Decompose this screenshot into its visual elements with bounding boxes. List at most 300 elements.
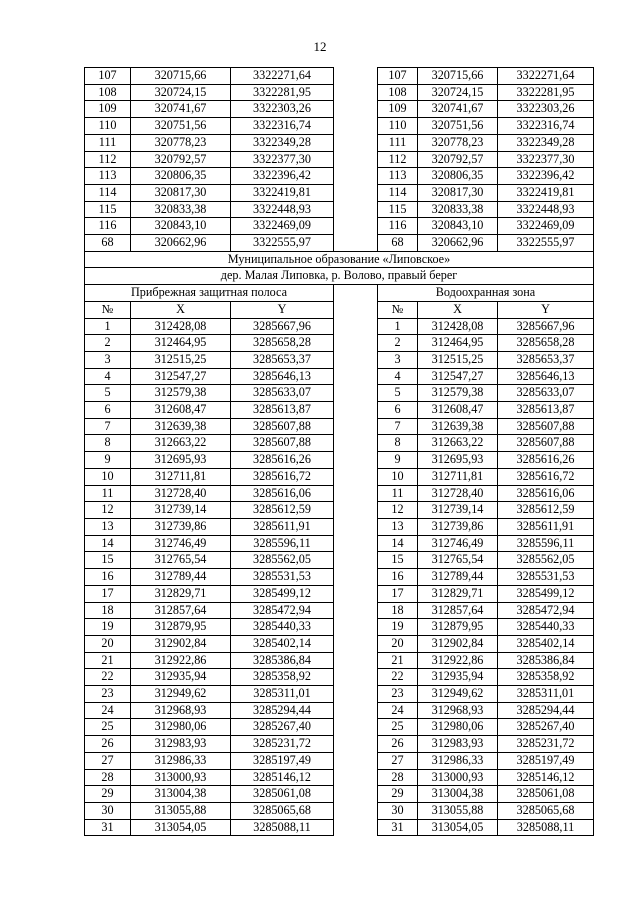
- y-right: 3285358,92: [498, 669, 594, 686]
- x-left: 312608,47: [131, 402, 231, 419]
- y-right: 3285613,87: [498, 402, 594, 419]
- x-right: 312980,06: [418, 719, 498, 736]
- y-right: 3322448,93: [498, 201, 594, 218]
- y-right: 3322469,09: [498, 218, 594, 235]
- y-right: 3285607,88: [498, 435, 594, 452]
- x-left: 312663,22: [131, 435, 231, 452]
- y-left: 3285616,72: [231, 468, 334, 485]
- column-gap: [334, 702, 378, 719]
- y-left: 3322377,30: [231, 151, 334, 168]
- x-left: 320833,38: [131, 201, 231, 218]
- column-gap: [334, 786, 378, 803]
- table-row: [85, 802, 594, 819]
- column-gap: [334, 218, 378, 235]
- table-row: [85, 669, 594, 686]
- y-right: 3285616,26: [498, 452, 594, 469]
- point-number-right: 15: [378, 552, 418, 569]
- x-right: 312547,27: [418, 368, 498, 385]
- y-left: 3322448,93: [231, 201, 334, 218]
- table-row: [85, 385, 594, 402]
- column-gap: [334, 769, 378, 786]
- point-number-right: 19: [378, 619, 418, 636]
- y-left: 3285611,91: [231, 518, 334, 535]
- x-right: 312983,93: [418, 736, 498, 753]
- table-row: [85, 452, 594, 469]
- y-right: 3285402,14: [498, 635, 594, 652]
- y-right: 3322377,30: [498, 151, 594, 168]
- point-number-right: 68: [378, 235, 418, 252]
- y-right: 3322316,74: [498, 118, 594, 135]
- point-number-right: 109: [378, 101, 418, 118]
- x-left: 313055,88: [131, 802, 231, 819]
- table-row: [85, 218, 594, 235]
- x-right: 312464,95: [418, 335, 498, 352]
- point-number-left: 27: [85, 752, 131, 769]
- point-number-left: 16: [85, 569, 131, 586]
- point-number-right: 12: [378, 502, 418, 519]
- column-gap: [334, 569, 378, 586]
- y-left: 3285231,72: [231, 736, 334, 753]
- point-number-left: 7: [85, 418, 131, 435]
- x-left: 320741,67: [131, 101, 231, 118]
- table-row: [85, 468, 594, 485]
- point-number-right: 1: [378, 318, 418, 335]
- y-left: 3322555,97: [231, 235, 334, 252]
- table-row: [85, 168, 594, 185]
- point-number-right: 110: [378, 118, 418, 135]
- y-right: 3285311,01: [498, 686, 594, 703]
- table-row: [85, 101, 594, 118]
- point-number-right: 5: [378, 385, 418, 402]
- table-row: [85, 736, 594, 753]
- x-left: 312739,86: [131, 518, 231, 535]
- y-left: 3285402,14: [231, 635, 334, 652]
- table-row: [85, 351, 594, 368]
- x-right: 312857,64: [418, 602, 498, 619]
- right-zone-title: Водоохранная зона: [378, 285, 594, 302]
- y-right: 3285611,91: [498, 518, 594, 535]
- y-right: 3322281,95: [498, 84, 594, 101]
- table-row: [85, 619, 594, 636]
- table-row: [85, 719, 594, 736]
- x-right: 320724,15: [418, 84, 498, 101]
- point-number-right: 9: [378, 452, 418, 469]
- point-number-right: 13: [378, 518, 418, 535]
- point-number-left: 13: [85, 518, 131, 535]
- x-right: 312879,95: [418, 619, 498, 636]
- x-right: 312739,14: [418, 502, 498, 519]
- coordinates-table: [84, 67, 594, 836]
- y-left: 3285267,40: [231, 719, 334, 736]
- y-left: 3285197,49: [231, 752, 334, 769]
- x-left: 313000,93: [131, 769, 231, 786]
- column-gap: [334, 635, 378, 652]
- point-number-left: 14: [85, 535, 131, 552]
- point-number-right: 31: [378, 819, 418, 836]
- point-number-left: 5: [85, 385, 131, 402]
- point-number-left: 26: [85, 736, 131, 753]
- column-gap: [334, 502, 378, 519]
- x-right: 320833,38: [418, 201, 498, 218]
- y-left: 3285562,05: [231, 552, 334, 569]
- point-number-left: 22: [85, 669, 131, 686]
- table-row: [85, 569, 594, 586]
- x-right: 320778,23: [418, 134, 498, 151]
- y-left: 3322271,64: [231, 68, 334, 85]
- table-row: [85, 635, 594, 652]
- table-row: [85, 84, 594, 101]
- point-number-left: 18: [85, 602, 131, 619]
- x-left: 312746,49: [131, 535, 231, 552]
- municipality-title: Муниципальное образование «Липовское»: [85, 251, 594, 268]
- y-left: 3285531,53: [231, 569, 334, 586]
- y-right: 3285499,12: [498, 585, 594, 602]
- x-left: 312980,06: [131, 719, 231, 736]
- x-right: 312639,38: [418, 418, 498, 435]
- x-left: 320751,56: [131, 118, 231, 135]
- y-right: 3285197,49: [498, 752, 594, 769]
- x-right: 312746,49: [418, 535, 498, 552]
- y-right: 3285612,59: [498, 502, 594, 519]
- table-row: [85, 134, 594, 151]
- point-number-right: 21: [378, 652, 418, 669]
- header-x-right: X: [418, 301, 498, 318]
- column-gap: [334, 318, 378, 335]
- point-number-left: 28: [85, 769, 131, 786]
- point-number-right: 26: [378, 736, 418, 753]
- x-left: 313054,05: [131, 819, 231, 836]
- y-right: 3285440,33: [498, 619, 594, 636]
- y-left: 3285607,88: [231, 435, 334, 452]
- column-gap: [334, 351, 378, 368]
- table-row: [85, 368, 594, 385]
- point-number-right: 113: [378, 168, 418, 185]
- point-number-right: 114: [378, 184, 418, 201]
- x-left: 312949,62: [131, 686, 231, 703]
- header-no-left: №: [85, 301, 131, 318]
- point-number-left: 107: [85, 68, 131, 85]
- x-right: 312711,81: [418, 468, 498, 485]
- x-right: 313000,93: [418, 769, 498, 786]
- column-gap: [334, 335, 378, 352]
- column-gap: [334, 752, 378, 769]
- point-number-left: 4: [85, 368, 131, 385]
- table-row: [85, 652, 594, 669]
- x-left: 312728,40: [131, 485, 231, 502]
- point-number-right: 111: [378, 134, 418, 151]
- x-left: 312765,54: [131, 552, 231, 569]
- y-left: 3285499,12: [231, 585, 334, 602]
- x-right: 320817,30: [418, 184, 498, 201]
- column-gap: [334, 552, 378, 569]
- table-row: [85, 201, 594, 218]
- table-row: [85, 335, 594, 352]
- x-left: 312983,93: [131, 736, 231, 753]
- x-right: 320741,67: [418, 101, 498, 118]
- column-gap: [334, 101, 378, 118]
- x-left: 312986,33: [131, 752, 231, 769]
- point-number-left: 109: [85, 101, 131, 118]
- y-left: 3285358,92: [231, 669, 334, 686]
- x-left: 312464,95: [131, 335, 231, 352]
- y-right: 3285646,13: [498, 368, 594, 385]
- x-left: 312857,64: [131, 602, 231, 619]
- point-number-left: 1: [85, 318, 131, 335]
- table-row: [85, 602, 594, 619]
- y-left: 3285616,26: [231, 452, 334, 469]
- y-left: 3285658,28: [231, 335, 334, 352]
- table-row: [85, 68, 594, 85]
- point-number-right: 108: [378, 84, 418, 101]
- table-row: [85, 686, 594, 703]
- x-right: 312986,33: [418, 752, 498, 769]
- column-gap: [334, 602, 378, 619]
- point-number-left: 11: [85, 485, 131, 502]
- x-right: 312922,86: [418, 652, 498, 669]
- point-number-left: 12: [85, 502, 131, 519]
- y-right: 3285294,44: [498, 702, 594, 719]
- x-left: 312829,71: [131, 585, 231, 602]
- column-gap: [334, 468, 378, 485]
- y-right: 3285616,72: [498, 468, 594, 485]
- x-left: 312739,14: [131, 502, 231, 519]
- column-gap: [334, 619, 378, 636]
- point-number-left: 23: [85, 686, 131, 703]
- point-number-right: 115: [378, 201, 418, 218]
- point-number-right: 14: [378, 535, 418, 552]
- y-right: 3322271,64: [498, 68, 594, 85]
- point-number-left: 8: [85, 435, 131, 452]
- y-right: 3285562,05: [498, 552, 594, 569]
- x-left: 312579,38: [131, 385, 231, 402]
- x-left: 312902,84: [131, 635, 231, 652]
- point-number-right: 6: [378, 402, 418, 419]
- column-gap: [334, 285, 378, 302]
- column-gap: [334, 201, 378, 218]
- table-row: [85, 535, 594, 552]
- table-row: [85, 585, 594, 602]
- x-right: 320662,96: [418, 235, 498, 252]
- x-left: 320792,57: [131, 151, 231, 168]
- x-right: 312949,62: [418, 686, 498, 703]
- y-left: 3322316,74: [231, 118, 334, 135]
- y-left: 3322303,26: [231, 101, 334, 118]
- x-right: 312829,71: [418, 585, 498, 602]
- point-number-right: 107: [378, 68, 418, 85]
- point-number-left: 10: [85, 468, 131, 485]
- column-gap: [334, 385, 378, 402]
- y-right: 3285633,07: [498, 385, 594, 402]
- left-zone-title: Прибрежная защитная полоса: [85, 285, 334, 302]
- header-x-left: X: [131, 301, 231, 318]
- table-row: [85, 702, 594, 719]
- location-title: дер. Малая Липовка, р. Волово, правый берег: [85, 268, 594, 285]
- point-number-left: 116: [85, 218, 131, 235]
- y-left: 3285061,08: [231, 786, 334, 803]
- header-y-right: Y: [498, 301, 594, 318]
- column-gap: [334, 669, 378, 686]
- x-right: 312728,40: [418, 485, 498, 502]
- section-header: [85, 251, 594, 318]
- table-row: [85, 502, 594, 519]
- y-right: 3285607,88: [498, 418, 594, 435]
- x-right: 312902,84: [418, 635, 498, 652]
- point-number-right: 4: [378, 368, 418, 385]
- column-gap: [334, 402, 378, 419]
- point-number-left: 108: [85, 84, 131, 101]
- y-right: 3285065,68: [498, 802, 594, 819]
- y-left: 3285146,12: [231, 769, 334, 786]
- y-left: 3285472,94: [231, 602, 334, 619]
- column-gap: [334, 452, 378, 469]
- column-gap: [334, 535, 378, 552]
- y-right: 3285146,12: [498, 769, 594, 786]
- table-row: [85, 819, 594, 836]
- x-right: 320843,10: [418, 218, 498, 235]
- x-right: 312515,25: [418, 351, 498, 368]
- x-right: 320806,35: [418, 168, 498, 185]
- column-gap: [334, 184, 378, 201]
- y-right: 3322419,81: [498, 184, 594, 201]
- x-left: 312515,25: [131, 351, 231, 368]
- column-gap: [334, 652, 378, 669]
- x-left: 320778,23: [131, 134, 231, 151]
- top-rows-body: [85, 68, 594, 252]
- y-right: 3285653,37: [498, 351, 594, 368]
- x-left: 312935,94: [131, 669, 231, 686]
- y-right: 3285061,08: [498, 786, 594, 803]
- table-row: [85, 402, 594, 419]
- page-number: 12: [313, 39, 327, 54]
- y-left: 3285440,33: [231, 619, 334, 636]
- point-number-left: 31: [85, 819, 131, 836]
- y-left: 3285294,44: [231, 702, 334, 719]
- y-left: 3322419,81: [231, 184, 334, 201]
- x-right: 312935,94: [418, 669, 498, 686]
- x-left: 313004,38: [131, 786, 231, 803]
- y-left: 3285088,11: [231, 819, 334, 836]
- y-left: 3322281,95: [231, 84, 334, 101]
- x-right: 320751,56: [418, 118, 498, 135]
- table-row: [85, 485, 594, 502]
- point-number-left: 2: [85, 335, 131, 352]
- x-right: 312739,86: [418, 518, 498, 535]
- column-gap: [334, 585, 378, 602]
- x-right: 312765,54: [418, 552, 498, 569]
- table-row: [85, 118, 594, 135]
- x-left: 312922,86: [131, 652, 231, 669]
- column-gap: [334, 418, 378, 435]
- x-left: 312711,81: [131, 468, 231, 485]
- point-number-left: 24: [85, 702, 131, 719]
- point-number-right: 18: [378, 602, 418, 619]
- column-gap: [334, 301, 378, 318]
- table-row: [85, 518, 594, 535]
- point-number-right: 24: [378, 702, 418, 719]
- y-right: 3285267,40: [498, 719, 594, 736]
- y-left: 3285386,84: [231, 652, 334, 669]
- point-number-right: 3: [378, 351, 418, 368]
- x-right: 312695,93: [418, 452, 498, 469]
- table-row: [85, 418, 594, 435]
- table-row: [85, 552, 594, 569]
- column-gap: [334, 686, 378, 703]
- column-gap: [334, 235, 378, 252]
- point-number-right: 112: [378, 151, 418, 168]
- y-left: 3285612,59: [231, 502, 334, 519]
- y-right: 3285088,11: [498, 819, 594, 836]
- point-number-right: 29: [378, 786, 418, 803]
- table-row: [85, 786, 594, 803]
- y-left: 3285596,11: [231, 535, 334, 552]
- point-number-left: 21: [85, 652, 131, 669]
- x-right: 313054,05: [418, 819, 498, 836]
- y-right: 3285596,11: [498, 535, 594, 552]
- table-row: [85, 235, 594, 252]
- column-gap: [334, 719, 378, 736]
- point-number-right: 20: [378, 635, 418, 652]
- column-gap: [334, 368, 378, 385]
- x-right: 320715,66: [418, 68, 498, 85]
- y-right: 3322349,28: [498, 134, 594, 151]
- point-number-left: 111: [85, 134, 131, 151]
- y-left: 3285607,88: [231, 418, 334, 435]
- x-right: 312608,47: [418, 402, 498, 419]
- point-number-right: 11: [378, 485, 418, 502]
- point-number-right: 10: [378, 468, 418, 485]
- header-no-right: №: [378, 301, 418, 318]
- y-left: 3285311,01: [231, 686, 334, 703]
- y-right: 3285531,53: [498, 569, 594, 586]
- column-gap: [334, 168, 378, 185]
- y-right: 3285231,72: [498, 736, 594, 753]
- column-gap: [334, 435, 378, 452]
- table-row: [85, 184, 594, 201]
- x-right: 312789,44: [418, 569, 498, 586]
- x-left: 320662,96: [131, 235, 231, 252]
- point-number-right: 17: [378, 585, 418, 602]
- x-left: 312695,93: [131, 452, 231, 469]
- x-left: 312639,38: [131, 418, 231, 435]
- x-left: 320806,35: [131, 168, 231, 185]
- column-gap: [334, 84, 378, 101]
- y-right: 3322303,26: [498, 101, 594, 118]
- point-number-left: 68: [85, 235, 131, 252]
- column-gap: [334, 485, 378, 502]
- column-gap: [334, 68, 378, 85]
- point-number-left: 30: [85, 802, 131, 819]
- y-left: 3322349,28: [231, 134, 334, 151]
- point-number-right: 23: [378, 686, 418, 703]
- point-number-left: 115: [85, 201, 131, 218]
- table-row: [85, 752, 594, 769]
- column-gap: [334, 736, 378, 753]
- point-number-right: 30: [378, 802, 418, 819]
- main-rows-body: [85, 318, 594, 836]
- header-y-left: Y: [231, 301, 334, 318]
- x-left: 320817,30: [131, 184, 231, 201]
- point-number-left: 15: [85, 552, 131, 569]
- point-number-left: 3: [85, 351, 131, 368]
- point-number-right: 22: [378, 669, 418, 686]
- y-right: 3285472,94: [498, 602, 594, 619]
- y-left: 3322469,09: [231, 218, 334, 235]
- y-right: 3322396,42: [498, 168, 594, 185]
- x-left: 312428,08: [131, 318, 231, 335]
- x-left: 312789,44: [131, 569, 231, 586]
- y-left: 3285613,87: [231, 402, 334, 419]
- point-number-left: 110: [85, 118, 131, 135]
